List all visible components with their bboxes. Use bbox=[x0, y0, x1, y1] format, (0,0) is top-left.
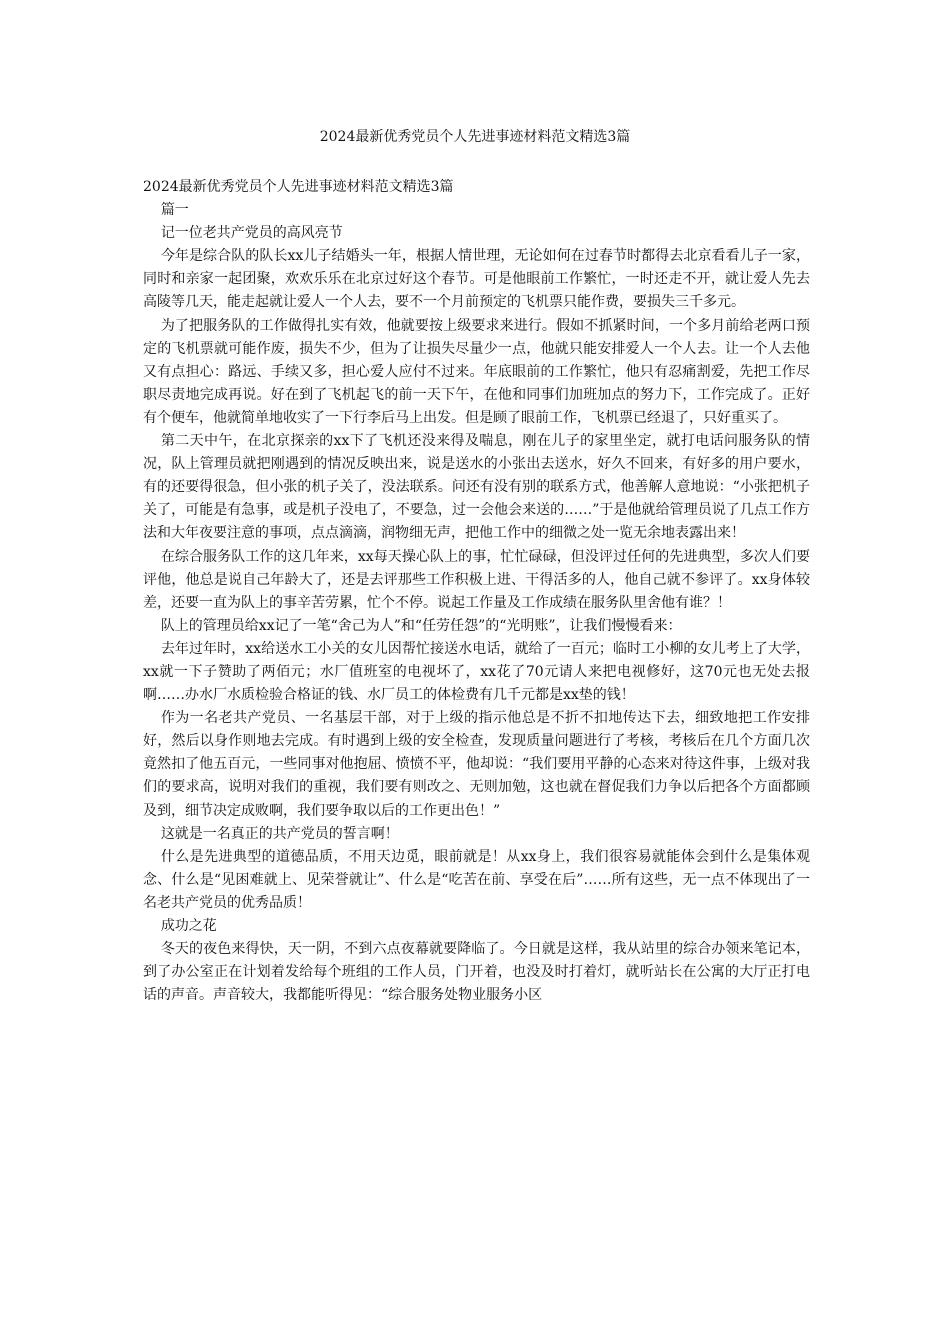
paragraph: 为了把服务队的工作做得扎实有效，他就要按上级要求来进行。假如不抓紧时间，一个多月前给老两口预定的飞机票就可能作废，损失不少，但为了让损失尽量少一点，他就只能安排爱人一个人去。让一个人去他又有点担心：路远、手续又多，担心爱人应付不过来。年底眼前的工作繁忙，他只有忍痛割爱，先把工作尽职尽责地完成再说。好在到了飞机起飞的前一天下午，在他和同事们加班加点的努力下，工作完成了。正好有个便车，他就简单地收实了一下行李后马上出发。但是顾了眼前工作，飞机票已经退了，只好重买了。 bbox=[143, 317, 810, 426]
paragraph: 冬天的夜色来得快，天一阴，不到六点夜幕就要降临了。今日就是这样，我从站里的综合办领来笔记本，到了办公室正在计划着发给每个班组的工作人员，门开着，也没及时打着灯，就听站长在公寓的大厅正打电话的声音。声音较大，我都能听得见：“综合服务处物业服务小区 bbox=[143, 941, 810, 1004]
document-body bbox=[143, 176, 810, 1007]
paragraph: 去年过年时，xx给送水工小关的女儿因帮忙接送水电话，就给了一百元；临时工小柳的女儿考上了大学，xx就一下子赞助了两佰元；水厂值班室的电视坏了，xx花了70元请人来把电视修好，这70元也无处去报啊……办水厂水质检验合格证的钱、水厂员工的体检费有几千元都是xx垫的钱！ bbox=[143, 640, 810, 704]
paragraph: 第二天中午，在北京探亲的xx下了飞机还没来得及喘息，刚在儿子的家里坐定，就打电话问服务队的情况，队上管理员就把刚遇到的情况反映出来，说是送水的小张出去送水，好久不回来，有好多的用户要水，有的还要得很急，但小张的机子关了，没法联系。问还有没有别的联系方式，他善解人意地说：“小张把机子关了，可能是有急事，或是机子没电了，不要急，过一会他会来送的……”于是他就给管理员说了几点工作方法和大年夜要注意的事项，点点滴滴，润物细无声，把他工作中的细微之处一览无余地表露出来！ bbox=[143, 433, 810, 542]
paragraph: 队上的管理员给xx记了一笔“舍己为人”和“任劳任怨”的“光明账”，让我们慢慢看来： bbox=[160, 617, 682, 634]
document-title: 2024最新优秀党员个人先进事迹材料范文精选3篇 bbox=[319, 129, 631, 145]
paragraph: 这就是一名真正的共产党员的誓言啊！ bbox=[160, 825, 399, 842]
document-subtitle: 2024最新优秀党员个人先进事迹材料范文精选3篇 bbox=[143, 179, 454, 195]
story-heading: 记一位老共产党员的高风亮节 bbox=[160, 225, 343, 242]
paragraph: 什么是先进典型的道德品质，不用天边觅，眼前就是！从xx身上，我们很容易就能体会到什么是集体观念、什么是“见困难就上、见荣誉就让”、什么是“吃苦在前、享受在后”……所有这些，无一点不体现出了一名老共产党员的优秀品质！ bbox=[143, 848, 810, 911]
paragraph: 作为一名老共产党员、一名基层干部，对于上级的指示他总是不折不扣地传达下去，细致地把工作安排好，然后以身作则地去完成。有时遇到上级的安全检查，发现质量问题进行了考核，考核后在几个方面几次竟然扣了他五百元，一些同事对他抱屈、愤愤不平，他却说：“我们要用平静的心态来对待这件事，上级对我们的要求高，说明对我们的重视，我们要有则改之、无则加勉，这也就在督促我们力争以后把各个方面都顾及到，细节决定成败啊，我们要争取以后的工作更出色！” bbox=[143, 710, 810, 819]
section-label: 篇一 bbox=[160, 202, 189, 219]
section-heading: 成功之花 bbox=[160, 918, 217, 934]
paragraph: 在综合服务队工作的这几年来，xx每天操心队上的事，忙忙碌碌，但没评过任何的先进典型，多次人们要评他，他总是说自己年龄大了，还是去评那些工作积极上进、干得活多的人，他自己就不参评了。xx身体较差，还要一直为队上的事辛苦劳累，忙个不停。说起工作量及工作成绩在服务队里舍他有谁？！ bbox=[143, 548, 810, 611]
paragraph: 今年是综合队的队长xx儿子结婚头一年，根据人情世理，无论如何在过春节时都得去北京看看儿子一家，同时和亲家一起团聚，欢欢乐乐在北京过好这个春节。可是他眼前工作繁忙，一时还走不开，就让爱人先去高陵等几天，能走起就让爱人一个人去，要不一个月前预定的飞机票只能作费，要损失三千多元。 bbox=[143, 248, 810, 311]
